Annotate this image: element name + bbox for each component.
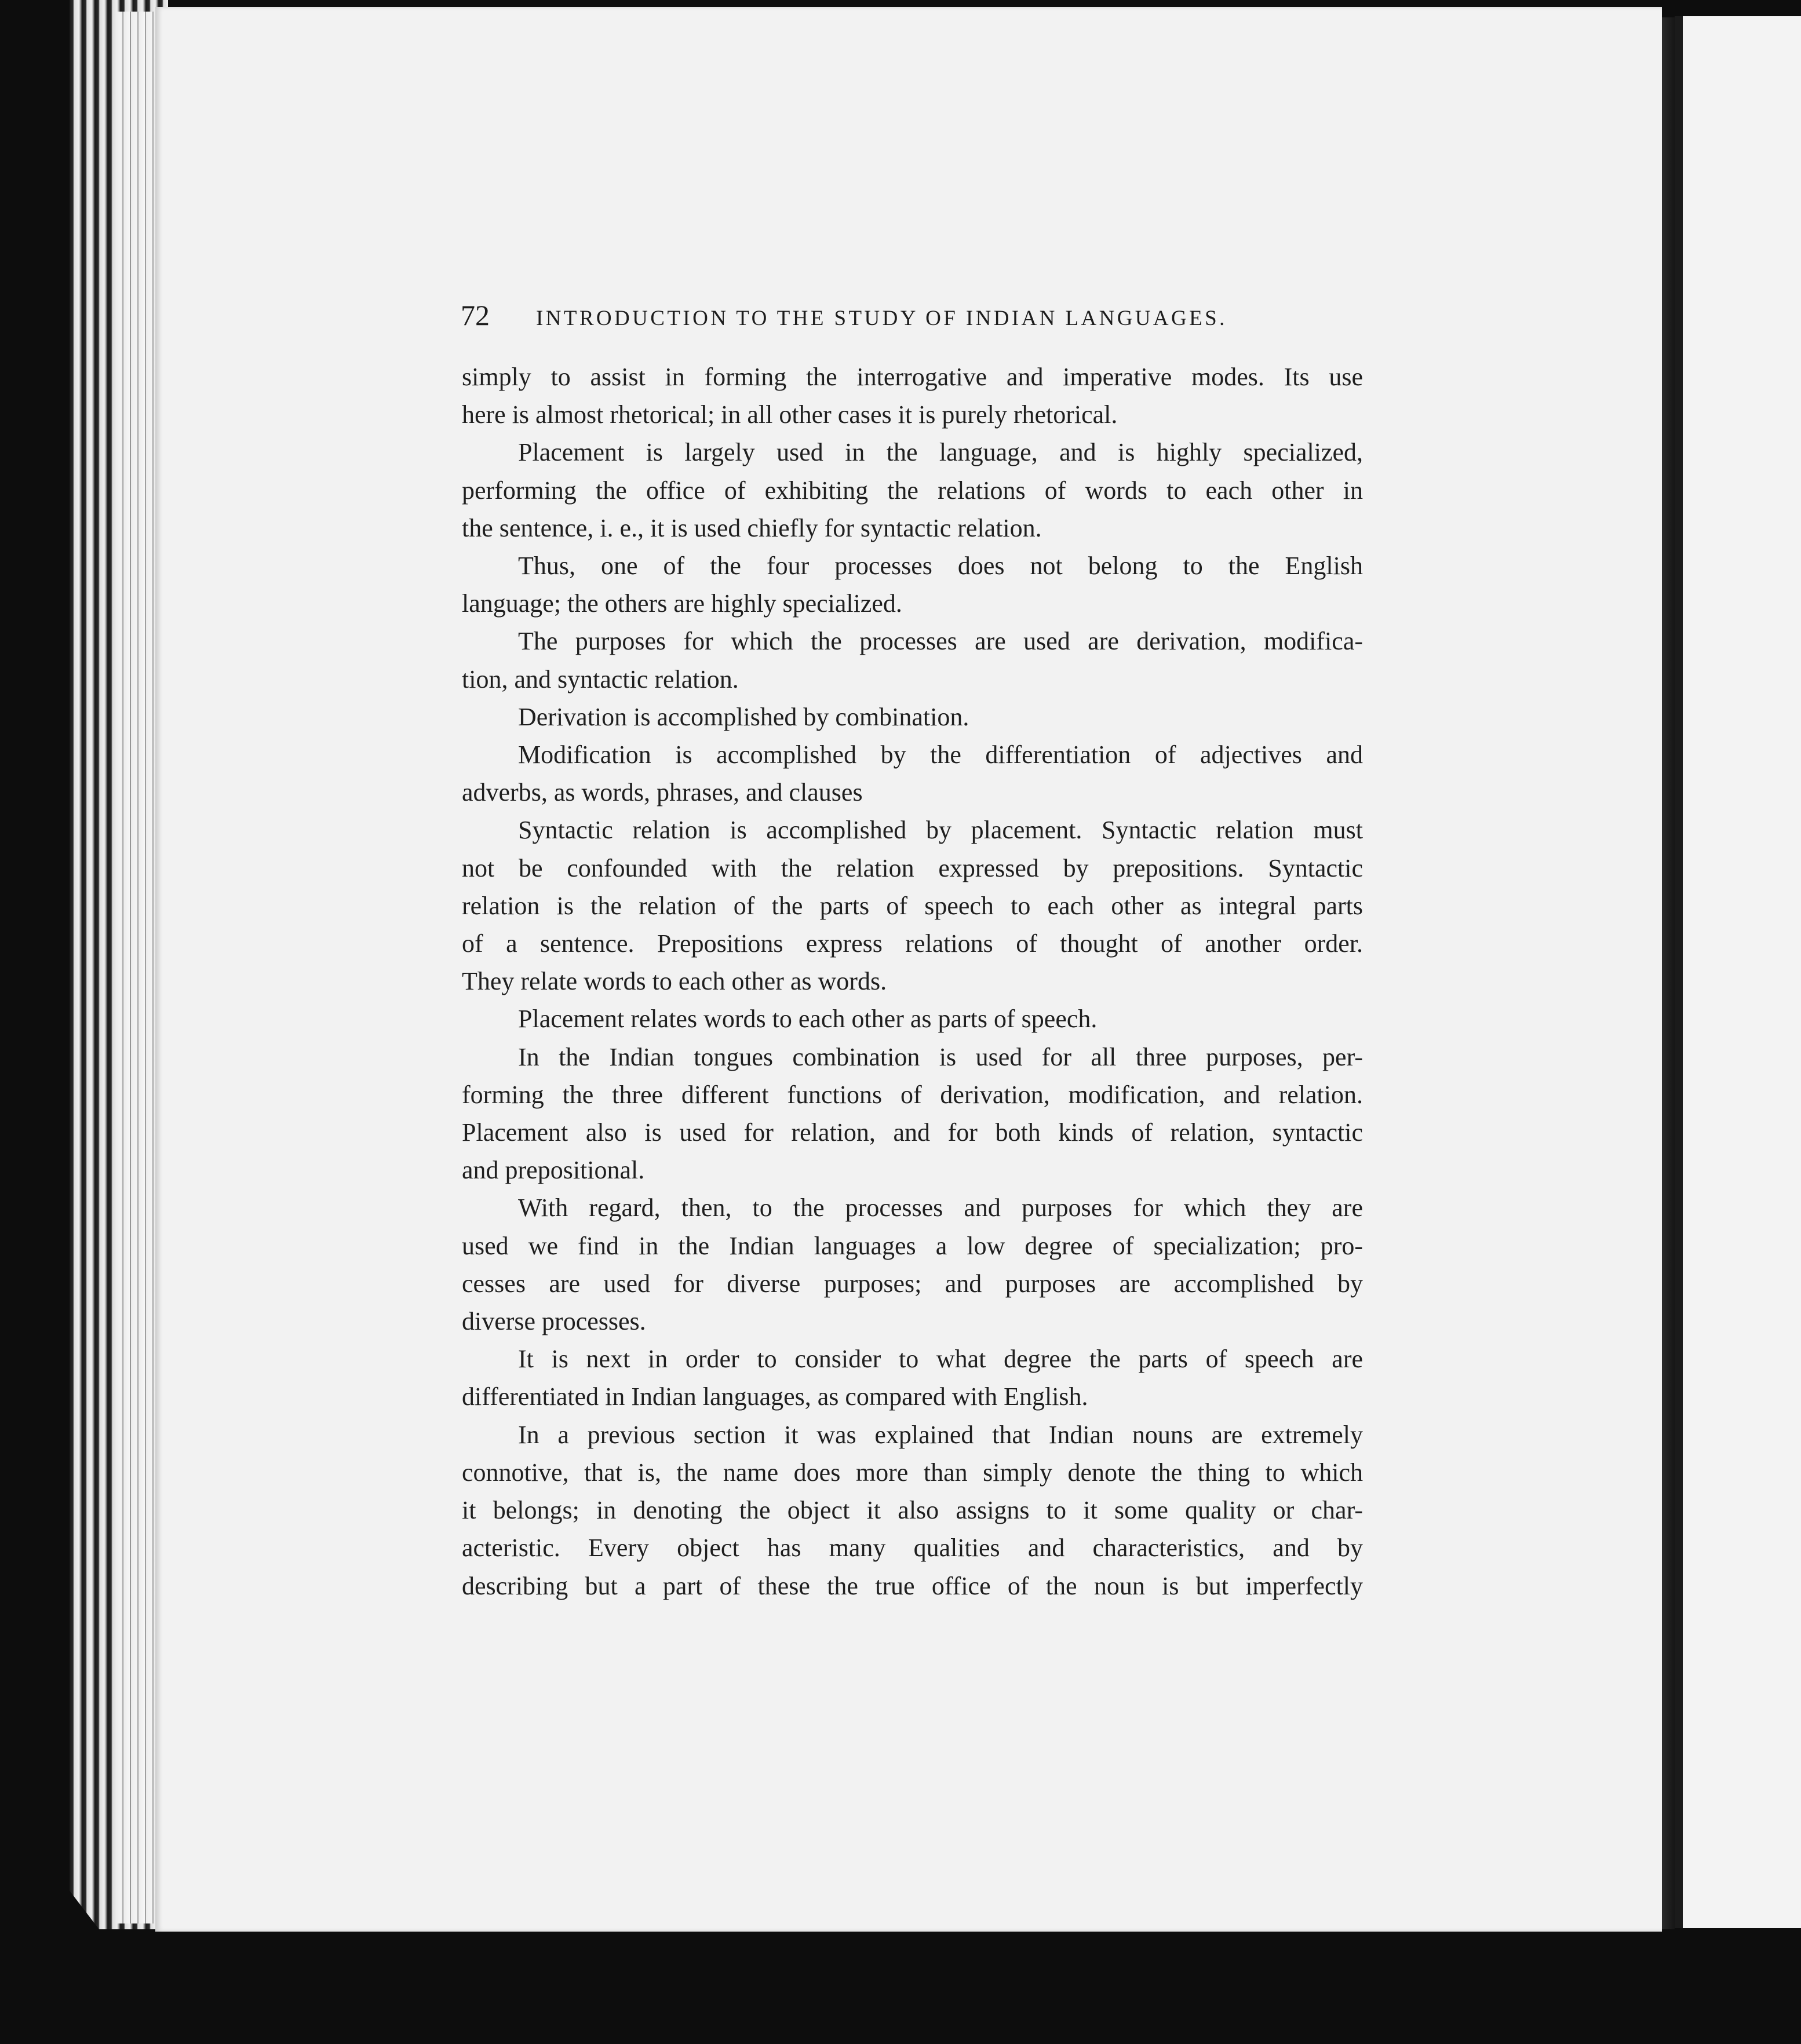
text-line: Placement is largely used in the language, and is highly specialized, (518, 438, 1363, 467)
text-line: performing the office of exhibiting the relations of words to each other in (462, 476, 1363, 505)
text-line: tion, and syntactic relation. (462, 665, 739, 694)
text-line: adverbs, as words, phrases, and clauses (462, 778, 863, 807)
paragraph (462, 1189, 1363, 1340)
text-line: Thus, one of the four processes does not belong to the English (518, 552, 1363, 581)
text-line: It is next in order to consider to what degree the parts of speech are (518, 1345, 1363, 1374)
text-line: The purposes for which the processes are used are derivation, modifica- (518, 627, 1363, 656)
text-line: With regard, then, to the processes and purposes for which they are (518, 1193, 1363, 1222)
paragraph (462, 1416, 1363, 1605)
paragraph (462, 698, 1363, 736)
text-line: cesses are used for diverse purposes; and purposes are accomplished by (462, 1269, 1363, 1298)
text-line: forming the three different functions of derivation, modification, and relation. (462, 1080, 1363, 1109)
text-line: and prepositional. (462, 1156, 645, 1185)
paragraph (462, 433, 1363, 547)
text-line: acteristic. Every object has many qualities and characteristics, and by (462, 1534, 1363, 1563)
text-line: relation is the relation of the parts of speech to each other as integral parts (462, 891, 1363, 920)
text-line: connotive, that is, the name does more than simply denote the thing to which (462, 1458, 1363, 1487)
text-line: it belongs; in denoting the object it also assigns to it some quality or char- (462, 1496, 1363, 1525)
text-line: Modification is accomplished by the differentiation of adjectives and (518, 740, 1363, 769)
text-line: Placement also is used for relation, and for both kinds of relation, syntactic (462, 1118, 1363, 1147)
paragraph (462, 811, 1363, 1000)
text-line: Derivation is accomplished by combination. (518, 702, 969, 731)
paragraph (462, 736, 1363, 811)
text-line: of a sentence. Prepositions express relations of thought of another order. (462, 929, 1363, 958)
text-line: the sentence, i. e., it is used chiefly for syntactic relation. (462, 513, 1042, 542)
paragraph (462, 1340, 1363, 1415)
body-text (462, 358, 1363, 1605)
text-line: They relate words to each other as words. (462, 967, 887, 996)
paragraph (462, 1038, 1363, 1189)
header-title: INTRODUCTION TO THE STUDY OF INDIAN LANGUAGES. (536, 306, 1227, 330)
running-head (461, 298, 1295, 333)
text-line: used we find in the Indian languages a low degree of specialization; pro- (462, 1231, 1363, 1260)
text-line: diverse processes. (462, 1307, 646, 1336)
text-line: Syntactic relation is accomplished by placement. Syntactic relation must (518, 816, 1363, 845)
facing-page-edge (1675, 16, 1801, 1928)
text-line: language; the others are highly specialized. (462, 589, 902, 618)
text-line: In the Indian tongues combination is used for all three purposes, per- (518, 1042, 1363, 1071)
text-line: describing but a part of these the true office of the noun is but imperfectly (462, 1571, 1363, 1600)
text-line: Placement relates words to each other as parts of speech. (518, 1005, 1098, 1034)
page-number: 72 (461, 299, 490, 331)
text-line: differentiated in Indian languages, as compared with English. (462, 1382, 1088, 1411)
paragraph (462, 1000, 1363, 1038)
text-line: not be confounded with the relation expressed by prepositions. Syntactic (462, 853, 1363, 882)
text-line: here is almost rhetorical; in all other cases it is purely rhetorical. (462, 400, 1118, 429)
text-line: In a previous section it was explained that Indian nouns are extremely (518, 1420, 1363, 1449)
paragraph (462, 358, 1363, 433)
text-line: simply to assist in forming the interrogative and imperative modes. Its use (462, 363, 1363, 391)
paragraph (462, 622, 1363, 698)
paragraph (462, 547, 1363, 622)
